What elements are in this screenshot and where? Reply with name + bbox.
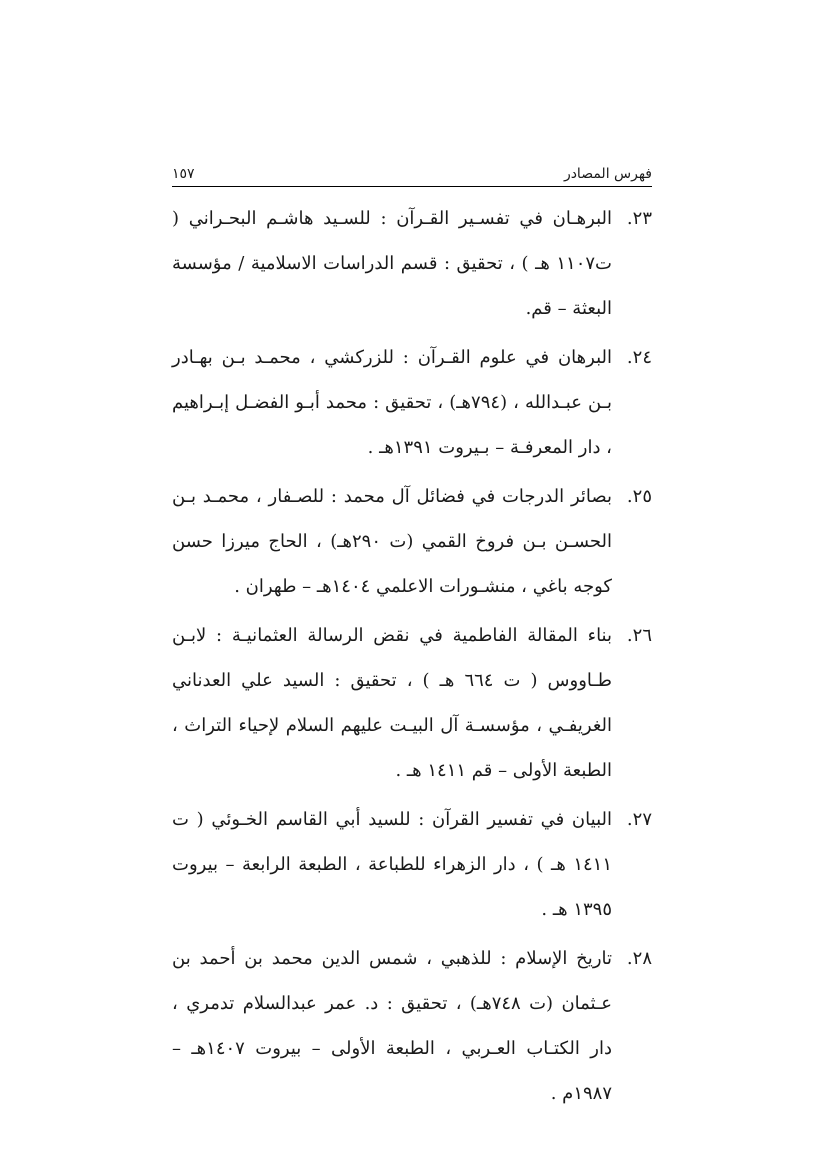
entry-number: ٢٥.: [626, 486, 652, 507]
entry-text: البيان في تفسير القرآن : للسيد أبي القاسم الخـوئي ( ت ١٤١١ هـ ) ، دار الزهراء للطباعة ، الطبعة الرابعة – بيروت ١٣٩٥ هـ .: [172, 809, 612, 920]
bibliography-entry: [172, 474, 652, 609]
bibliography-entry: [172, 613, 652, 793]
bibliography-entry: [172, 335, 652, 470]
entry-number: ٢٧.: [626, 809, 652, 830]
entry-number: ٢٣.: [626, 208, 652, 229]
entry-number: ٢٦.: [626, 625, 652, 646]
entry-text: بناء المقالة الفاطمية في نقض الرسالة العثمانيـة : لابـن طـاووس ( ت ٦٦٤ هـ ) ، تحقيق : السيد علي العدناني الغريفـي ، مؤسسـة آل البيـت عليهم السلام لإحياء التراث ، الطبعة الأولى – قم ١٤١١ هـ .: [172, 625, 612, 781]
entry-number: ٢٨.: [626, 948, 652, 969]
running-header-title: فهرس المصادر: [563, 166, 652, 182]
entry-text: البرهـان في تفسـير القـرآن : للسـيد هاشـم البحـراني ( ت١١٠٧ هـ ) ، تحقيق : قسم الدراسات الاسلامية / مؤسسة البعثة – قم.: [172, 208, 612, 319]
entry-number: ٢٤.: [626, 347, 652, 368]
entry-text: تاريخ الإسلام : للذهبي ، شمس الدين محمد بن أحمد بن عـثمان (ت ٧٤٨هـ) ، تحقيق : د. عمر عبدالسلام تدمري ، دار الكتـاب العـربي ، الطبعة الأولى – بيروت ١٤٠٧هـ – ١٩٨٧م .: [172, 948, 613, 1104]
bibliography-entry: [172, 797, 652, 932]
page-header: [172, 162, 652, 187]
bibliography-entry: [172, 196, 652, 331]
bibliography-entry: [172, 936, 652, 1116]
bibliography-list: [172, 196, 652, 1120]
page-number: ١٥٧: [172, 166, 195, 182]
entry-text: البرهان في علوم القـرآن : للزركشي ، محمـد بـن بهـادر بـن عبـدالله ، (٧٩٤هـ) ، تحقيق : محمد أبـو الفضـل إبـراهيم ، دار المعرفـة – بـيروت ١٣٩١هـ .: [172, 347, 612, 458]
entry-text: بصائر الدرجات في فضائل آل محمد : للصـفار ، محمـد بـن الحسـن بـن فروخ القمي (ت ٢٩٠هـ) ، الحاج ميرزا حسن كوجه باغي ، منشـورات الاعلمي ١٤٠٤هـ – طهران .: [172, 486, 612, 597]
